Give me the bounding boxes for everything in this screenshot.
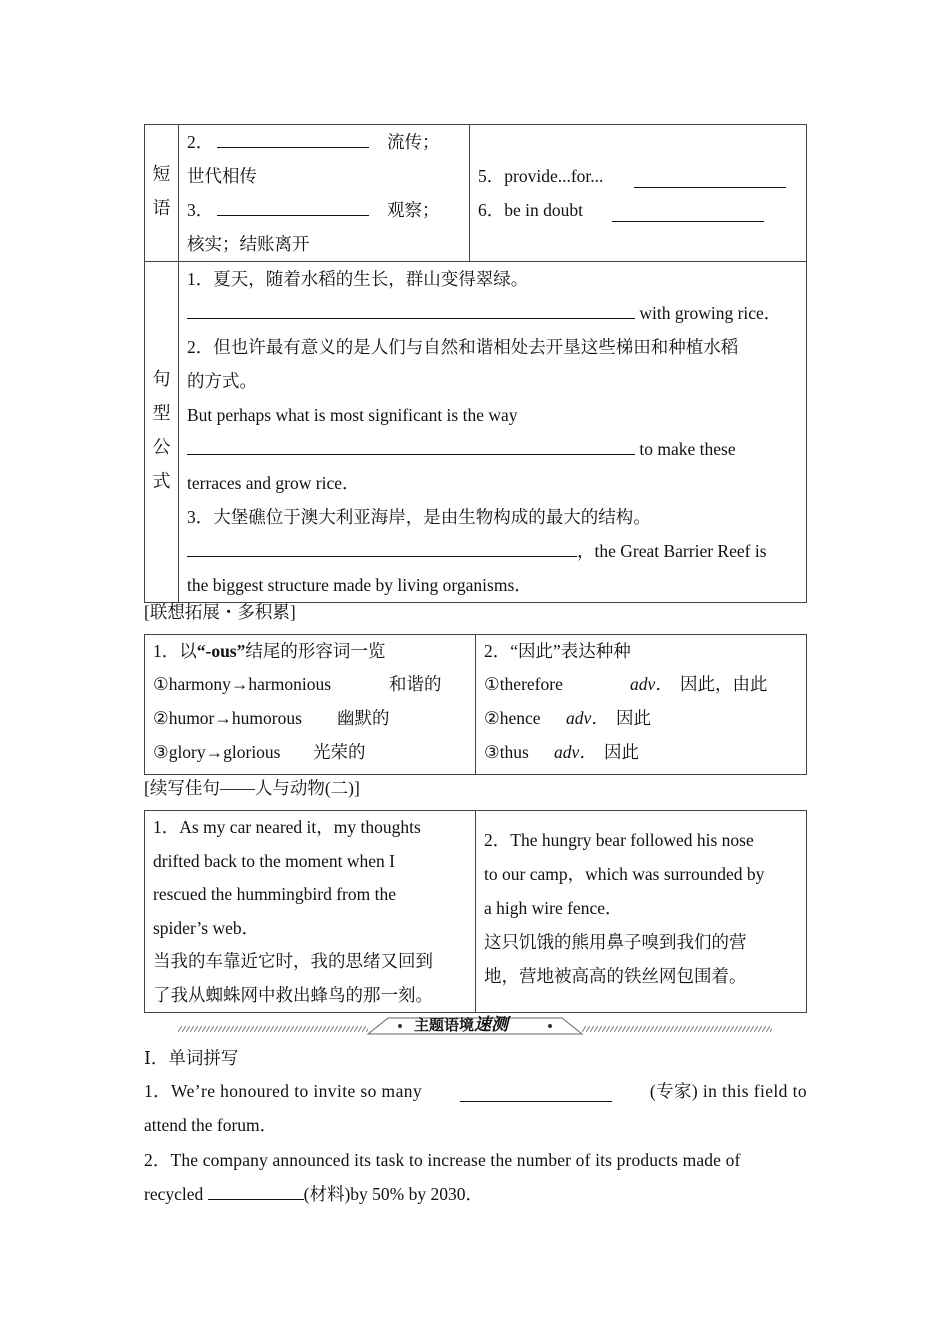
assoc-right-item-pos: adv． (630, 674, 673, 694)
assoc-right-item-word: ②hence (484, 708, 541, 728)
sentences-cell (179, 262, 807, 603)
assoc-right-item-pos: adv． (566, 708, 609, 728)
sentence-2-tail: to make these (639, 439, 736, 459)
banner-title-b: 速测 (474, 1015, 509, 1035)
sentence-2-en-c: terraces and grow rice． (187, 473, 360, 493)
assoc-left-title-b: “-ous” (196, 641, 246, 661)
sentence-3-en-b: the biggest structure made by living organisms． (187, 575, 532, 595)
phrases-left-cell (179, 125, 470, 262)
assoc-right-item-meaning: 因此 (616, 708, 651, 728)
phrase-2-num: 2． (187, 132, 214, 152)
assoc-left-item-word: ②humor→humorous (153, 708, 302, 728)
assoc-right-cell (476, 635, 807, 775)
question-2-text-a: 2．The company announced its task to increase the number of its products made of (144, 1150, 741, 1170)
phrases-sentences-table (144, 124, 807, 603)
writing-heading: [续写佳句——人与动物(二)] (144, 778, 360, 798)
assoc-right-item-meaning: 因此 (604, 742, 639, 762)
phrase-2-meaning: 流传； (387, 132, 440, 152)
assoc-heading: [联想拓展・多积累] (144, 602, 296, 622)
assoc-left-item-word: ③glory→glorious (153, 742, 281, 762)
answer-blank[interactable] (217, 197, 369, 216)
question-1-text-b: (专家) in this field to (649, 1081, 807, 1101)
sentence-2-cn-b: 的方式。 (187, 371, 257, 391)
sentence-1-cn: 1．夏天，随着水稻的生长，群山变得翠绿。 (187, 269, 529, 289)
question-2-text-b: recycled (144, 1184, 204, 1204)
assoc-left-item-meaning: 和谐的 (389, 674, 442, 694)
test-section-heading: Ⅰ．单词拼写 (144, 1048, 239, 1068)
answer-blank[interactable] (634, 169, 786, 188)
assoc-right-title: 2．“因此”表达种种 (484, 641, 631, 661)
sentence-2-cn-a: 2．但也许最有意义的是人们与自然和谐相处去开垦这些梯田和种植水稻 (187, 337, 739, 357)
answer-blank[interactable] (187, 538, 577, 557)
answer-blank[interactable] (187, 300, 635, 319)
sentences-label: 句型公式 (152, 369, 171, 491)
question-2-text-c: (材料)by 50% by 2030． (303, 1184, 483, 1204)
phrases-right-cell (470, 125, 807, 262)
phrase-3-meaning-cont: 核实；结账离开 (187, 234, 310, 254)
assoc-right-item-word: ①therefore (484, 674, 563, 694)
assoc-left-item-meaning: 幽默的 (337, 708, 390, 728)
writing-left-line: rescued the hummingbird from the (153, 884, 396, 904)
answer-blank[interactable] (217, 129, 369, 148)
phrase-2-meaning-cont: 世代相传 (187, 166, 257, 186)
writing-right-line: a high wire fence． (484, 898, 623, 918)
question-1 (144, 1074, 807, 1142)
assoc-right-item-meaning: 因此，由此 (680, 674, 768, 694)
answer-blank[interactable] (460, 1083, 612, 1102)
sentence-3-tail: ，the Great Barrier Reef is (577, 541, 767, 561)
writing-right-line: to our camp，which was surrounded by (484, 864, 765, 884)
phrases-label: 短语 (152, 164, 171, 218)
writing-right-cn: 这只饥饿的熊用鼻子嗅到我们的营 (484, 932, 747, 952)
writing-left-line: drifted back to the moment when I (153, 850, 396, 871)
banner-title-a: 主题语境 (414, 1016, 475, 1034)
assoc-left-cell (145, 635, 476, 775)
sentences-label-cell (145, 262, 179, 603)
phrase-3-num: 3． (187, 200, 214, 220)
writing-left-cn: 了我从蜘蛛网中救出蜂鸟的那一刻。 (153, 984, 433, 1005)
answer-blank[interactable] (208, 1181, 304, 1200)
phrases-label-cell (145, 125, 179, 262)
assoc-left-item-word: ①harmony→harmonious (153, 674, 332, 694)
assoc-left-item-meaning: 光荣的 (313, 742, 366, 762)
question-1-text-c: attend the forum． (144, 1115, 278, 1135)
phrase-6: 6．be in doubt (478, 200, 583, 220)
section-banner (178, 1014, 772, 1038)
writing-left-line: spider’s web． (153, 917, 260, 938)
answer-blank[interactable] (612, 203, 764, 222)
writing-table (144, 810, 807, 1013)
assoc-table (144, 634, 807, 775)
writing-left-cn: 当我的车靠近它时，我的思绪又回到 (153, 951, 433, 971)
writing-left-line: 1．As my car neared it，my thoughts (153, 817, 421, 837)
assoc-right-item-word: ③thus (484, 742, 529, 762)
phrase-3-meaning: 观察； (387, 200, 440, 220)
question-2 (144, 1143, 807, 1211)
sentence-3-cn: 3．大堡礁位于澳大利亚海岸，是由生物构成的最大的结构。 (187, 507, 651, 527)
assoc-left-title-a: 1．以 (153, 641, 197, 661)
writing-left-cell (145, 811, 476, 1013)
writing-right-cn: 地，营地被高高的铁丝网包围着。 (484, 966, 747, 986)
sentence-1-tail: with growing rice． (639, 303, 782, 323)
writing-right-line: 2．The hungry bear followed his nose (484, 830, 754, 850)
sentence-2-en-a: But perhaps what is most significant is the way (187, 405, 518, 425)
phrase-5: 5．provide...for... (478, 166, 604, 186)
question-1-text-a: 1．We’re honoured to invite so many (144, 1081, 423, 1101)
assoc-right-item-pos: adv． (554, 742, 597, 762)
writing-right-cell (476, 811, 807, 1013)
answer-blank[interactable] (187, 436, 635, 455)
assoc-left-title-c: 结尾的形容词一览 (245, 641, 386, 661)
